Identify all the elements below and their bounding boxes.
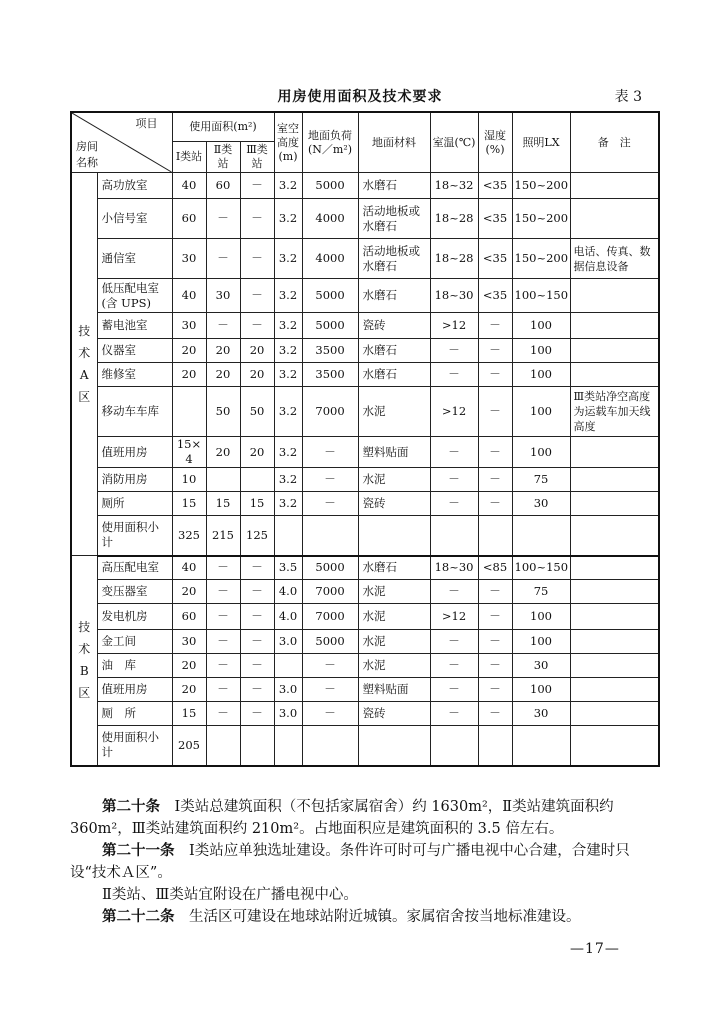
subtotal-class3: 125 (240, 516, 274, 556)
header-temp: 室温(℃) (430, 112, 478, 173)
room-temp: >12 (430, 313, 478, 339)
area-class3: － (240, 580, 274, 604)
remark (570, 437, 659, 468)
area-class1: 20 (172, 654, 206, 678)
room-name: 蓄电池室 (97, 313, 172, 339)
clear-height: 3.2 (274, 492, 302, 516)
floor-material: 水磨石 (358, 363, 430, 387)
floor-load: － (302, 678, 358, 702)
area-class2: 20 (206, 339, 240, 363)
remark (570, 580, 659, 604)
floor-material: 塑料贴面 (358, 437, 430, 468)
subtotal-empty (358, 516, 430, 556)
header-class3: Ⅲ类站 (240, 142, 274, 173)
subtotal-label: 使用面积小计 (97, 726, 172, 766)
area-class3: － (240, 313, 274, 339)
floor-material: 水磨石 (358, 339, 430, 363)
floor-material: 水泥 (358, 580, 430, 604)
area-class2: 20 (206, 363, 240, 387)
area-class2: － (206, 678, 240, 702)
illumination: 100 (512, 437, 570, 468)
area-class2: － (206, 630, 240, 654)
area-class2: － (206, 580, 240, 604)
table-row (71, 279, 659, 313)
illumination: 150~200 (512, 173, 570, 199)
clear-height: 3.2 (274, 199, 302, 239)
floor-load: 5000 (302, 279, 358, 313)
area-class3: － (240, 556, 274, 580)
room-temp: － (430, 580, 478, 604)
subtotal-empty (512, 516, 570, 556)
area-class1: 30 (172, 630, 206, 654)
clear-height: 3.0 (274, 678, 302, 702)
clear-height: 3.2 (274, 339, 302, 363)
room-temp: － (430, 468, 478, 492)
area-class3: － (240, 173, 274, 199)
floor-material: 活动地板或水磨石 (358, 239, 430, 279)
area-class2: － (206, 556, 240, 580)
area-class2: 20 (206, 437, 240, 468)
floor-load: － (302, 702, 358, 726)
table-row (71, 678, 659, 702)
table-row (71, 313, 659, 339)
room-name: 厕所 (97, 492, 172, 516)
table-row (71, 239, 659, 279)
area-class1: 40 (172, 556, 206, 580)
header-class1: Ⅰ类站 (172, 142, 206, 173)
floor-material: 水泥 (358, 630, 430, 654)
room-temp: >12 (430, 387, 478, 437)
clear-height: 3.2 (274, 387, 302, 437)
table-row (71, 339, 659, 363)
area-class1: 15 (172, 492, 206, 516)
remark (570, 702, 659, 726)
table-title: 用房使用面积及技术要求 (277, 89, 443, 105)
area-class2: － (206, 313, 240, 339)
area-class1: 15 (172, 702, 206, 726)
article-20 (70, 796, 660, 840)
subtotal-empty (478, 516, 512, 556)
table-row (71, 199, 659, 239)
illumination: 100~150 (512, 556, 570, 580)
article-21 (70, 840, 660, 884)
humidity: － (478, 580, 512, 604)
header-light: 照明LX (512, 112, 570, 173)
area-class1: 20 (172, 678, 206, 702)
area-class2 (206, 468, 240, 492)
clear-height: 3.2 (274, 279, 302, 313)
humidity: － (478, 363, 512, 387)
subtotal-empty (274, 516, 302, 556)
table-row (71, 363, 659, 387)
humidity: － (478, 313, 512, 339)
room-temp: － (430, 630, 478, 654)
header-item: 项目 (135, 117, 158, 130)
area-class2: － (206, 239, 240, 279)
room-temp: － (430, 702, 478, 726)
room-name: 高压配电室 (97, 556, 172, 580)
floor-material: 塑料贴面 (358, 678, 430, 702)
subtotal-class3 (240, 726, 274, 766)
table-number: 表 3 (614, 89, 642, 105)
floor-material: 水泥 (358, 654, 430, 678)
remark (570, 468, 659, 492)
room-temp: － (430, 678, 478, 702)
table-row (71, 604, 659, 630)
remark (570, 339, 659, 363)
floor-load: 7000 (302, 387, 358, 437)
clear-height: 3.5 (274, 556, 302, 580)
table-row (71, 437, 659, 468)
humidity: － (478, 630, 512, 654)
remark: 电话、传真、数据信息设备 (570, 239, 659, 279)
clear-height: 3.0 (274, 630, 302, 654)
room-name: 小信号室 (97, 199, 172, 239)
remark (570, 678, 659, 702)
area-class1: 10 (172, 468, 206, 492)
area-class3: － (240, 702, 274, 726)
subtotal-empty (274, 726, 302, 766)
floor-load: 4000 (302, 239, 358, 279)
article-21-text: Ⅰ类站应单独选址建设。条件许可时可与广播电视中心合建，合建时只设“技术Ａ区”。 (70, 843, 630, 881)
table-row (71, 580, 659, 604)
remark (570, 556, 659, 580)
area-class1: 30 (172, 313, 206, 339)
illumination: 100 (512, 313, 570, 339)
humidity: － (478, 702, 512, 726)
subtotal-empty (570, 516, 659, 556)
area-class1: 15× 4 (172, 437, 206, 468)
subtotal-empty (358, 726, 430, 766)
subtotal-empty (478, 726, 512, 766)
humidity: － (478, 468, 512, 492)
floor-material: 水泥 (358, 468, 430, 492)
article-21-label: 第二十一条 (102, 843, 175, 859)
room-temp: － (430, 492, 478, 516)
floor-load: 5000 (302, 313, 358, 339)
subtotal-class1: 205 (172, 726, 206, 766)
room-name: 值班用房 (97, 678, 172, 702)
illumination: 30 (512, 492, 570, 516)
page-number: —17— (570, 941, 620, 957)
humidity: <35 (478, 173, 512, 199)
remark (570, 363, 659, 387)
illumination: 150~200 (512, 239, 570, 279)
floor-load: 7000 (302, 580, 358, 604)
room-name: 消防用房 (97, 468, 172, 492)
area-class1: 20 (172, 339, 206, 363)
remark (570, 630, 659, 654)
floor-load: － (302, 468, 358, 492)
zone-label: 技术B区 (71, 556, 97, 766)
area-class2: － (206, 654, 240, 678)
header-room: 房间 (76, 140, 98, 153)
remark (570, 492, 659, 516)
humidity: － (478, 387, 512, 437)
humidity: － (478, 492, 512, 516)
illumination: 100 (512, 630, 570, 654)
room-name: 仪器室 (97, 339, 172, 363)
table-row (71, 556, 659, 580)
area-class2: － (206, 604, 240, 630)
illumination: 150~200 (512, 199, 570, 239)
clear-height: 3.2 (274, 363, 302, 387)
floor-material: 瓷砖 (358, 492, 430, 516)
humidity: － (478, 654, 512, 678)
area-class2: 60 (206, 173, 240, 199)
area-class3: 20 (240, 363, 274, 387)
room-name: 金工间 (97, 630, 172, 654)
room-area-table (70, 111, 660, 767)
humidity: <85 (478, 556, 512, 580)
room-temp: 18~28 (430, 199, 478, 239)
subtotal-empty (430, 516, 478, 556)
floor-load: － (302, 654, 358, 678)
illumination: 30 (512, 654, 570, 678)
table-caption (70, 86, 650, 108)
header-row (71, 112, 659, 142)
area-class3: 20 (240, 339, 274, 363)
room-name: 发电机房 (97, 604, 172, 630)
remark (570, 313, 659, 339)
floor-material: 水泥 (358, 604, 430, 630)
table-row (71, 654, 659, 678)
article-20-label: 第二十条 (102, 799, 160, 815)
room-temp: － (430, 437, 478, 468)
clear-height: 4.0 (274, 604, 302, 630)
area-class1: 20 (172, 363, 206, 387)
table-row (71, 630, 659, 654)
room-name: 厕 所 (97, 702, 172, 726)
header-height: 室空高度(m) (274, 112, 302, 173)
area-class2: － (206, 702, 240, 726)
area-class3: － (240, 678, 274, 702)
remark: Ⅲ类站净空高度为运载车加天线高度 (570, 387, 659, 437)
illumination: 100~150 (512, 279, 570, 313)
humidity: <35 (478, 239, 512, 279)
floor-load: 5000 (302, 556, 358, 580)
article-21-note: Ⅱ类站、Ⅲ类站宜附设在广播电视中心。 (102, 887, 358, 903)
area-class2: 30 (206, 279, 240, 313)
area-class3 (240, 468, 274, 492)
clear-height: 3.2 (274, 313, 302, 339)
room-name: 变压器室 (97, 580, 172, 604)
floor-material: 水磨石 (358, 279, 430, 313)
area-class2: － (206, 199, 240, 239)
area-class3: － (240, 279, 274, 313)
illumination: 100 (512, 678, 570, 702)
area-class3: 20 (240, 437, 274, 468)
floor-material: 瓷砖 (358, 313, 430, 339)
room-temp: >12 (430, 604, 478, 630)
clear-height (274, 654, 302, 678)
header-class2: Ⅱ类站 (206, 142, 240, 173)
area-class1 (172, 387, 206, 437)
article-22-text: 生活区可建设在地球站附近城镇。家属宿舍按当地标准建设。 (189, 909, 581, 925)
table-row (71, 468, 659, 492)
room-name: 低压配电室(含 UPS) (97, 279, 172, 313)
illumination: 100 (512, 604, 570, 630)
illumination: 75 (512, 580, 570, 604)
clear-height: 3.2 (274, 239, 302, 279)
header-load: 地面负荷(N／m²) (302, 112, 358, 173)
table-body (71, 112, 659, 766)
illumination: 100 (512, 387, 570, 437)
floor-load: － (302, 492, 358, 516)
area-class3: － (240, 239, 274, 279)
area-class3: － (240, 199, 274, 239)
room-temp: 18~32 (430, 173, 478, 199)
room-temp: 18~30 (430, 279, 478, 313)
illumination: 75 (512, 468, 570, 492)
article-20-text: Ⅰ类站总建筑面积（不包括家属宿舍）约 1630m²，Ⅱ类站建筑面积约 360m²，Ⅲ类站建筑面积约 210m²。占地面积应是建筑面积的 3.5 倍左右。 (70, 799, 614, 837)
remark (570, 604, 659, 630)
header-room-name (76, 139, 98, 171)
header-name: 名称 (76, 156, 98, 169)
floor-load: 3500 (302, 363, 358, 387)
floor-load: 5000 (302, 630, 358, 654)
subtotal-class2 (206, 726, 240, 766)
room-name: 值班用房 (97, 437, 172, 468)
clear-height: 3.2 (274, 468, 302, 492)
subtotal-empty (302, 726, 358, 766)
area-class1: 40 (172, 173, 206, 199)
subtotal-class1: 325 (172, 516, 206, 556)
floor-material: 水磨石 (358, 556, 430, 580)
area-class3: 50 (240, 387, 274, 437)
floor-material: 水泥 (358, 387, 430, 437)
room-temp: － (430, 339, 478, 363)
clear-height: 4.0 (274, 580, 302, 604)
illumination: 100 (512, 363, 570, 387)
table-row (71, 702, 659, 726)
clear-height: 3.2 (274, 173, 302, 199)
floor-load: 4000 (302, 199, 358, 239)
room-name: 油 库 (97, 654, 172, 678)
room-temp: 18~28 (430, 239, 478, 279)
header-note: 备 注 (570, 112, 659, 173)
header-material: 地面材料 (358, 112, 430, 173)
remark (570, 279, 659, 313)
header-corner (71, 112, 172, 173)
clear-height: 3.2 (274, 437, 302, 468)
floor-material: 水磨石 (358, 173, 430, 199)
floor-material: 瓷砖 (358, 702, 430, 726)
humidity: － (478, 339, 512, 363)
floor-load: 3500 (302, 339, 358, 363)
subtotal-empty (302, 516, 358, 556)
remark (570, 654, 659, 678)
room-temp: － (430, 363, 478, 387)
floor-load: 7000 (302, 604, 358, 630)
area-class3: － (240, 654, 274, 678)
subtotal-row (71, 516, 659, 556)
table-row (71, 387, 659, 437)
room-name: 高功放室 (97, 173, 172, 199)
table-row (71, 173, 659, 199)
illumination: 30 (512, 702, 570, 726)
area-class3: － (240, 630, 274, 654)
room-temp: 18~30 (430, 556, 478, 580)
subtotal-class2: 215 (206, 516, 240, 556)
area-class2: 15 (206, 492, 240, 516)
subtotal-empty (570, 726, 659, 766)
remark (570, 199, 659, 239)
floor-load: 5000 (302, 173, 358, 199)
remark (570, 173, 659, 199)
illumination: 100 (512, 339, 570, 363)
area-class3: 15 (240, 492, 274, 516)
humidity: <35 (478, 199, 512, 239)
area-class1: 60 (172, 604, 206, 630)
header-area: 使用面积(m²) (172, 112, 274, 142)
room-temp: － (430, 654, 478, 678)
humidity: － (478, 437, 512, 468)
room-name: 移动车车库 (97, 387, 172, 437)
subtotal-empty (430, 726, 478, 766)
humidity: <35 (478, 279, 512, 313)
body-text (70, 796, 660, 928)
article-22-label: 第二十二条 (102, 909, 175, 925)
humidity: － (478, 604, 512, 630)
area-class1: 60 (172, 199, 206, 239)
table-row (71, 492, 659, 516)
floor-load: － (302, 437, 358, 468)
humidity: － (478, 678, 512, 702)
room-name: 通信室 (97, 239, 172, 279)
article-22 (70, 906, 660, 928)
floor-material: 活动地板或水磨石 (358, 199, 430, 239)
area-class1: 30 (172, 239, 206, 279)
subtotal-row (71, 726, 659, 766)
area-class1: 20 (172, 580, 206, 604)
zone-label: 技术A区 (71, 173, 97, 556)
room-name: 维修室 (97, 363, 172, 387)
area-class2: 50 (206, 387, 240, 437)
clear-height: 3.0 (274, 702, 302, 726)
subtotal-label: 使用面积小计 (97, 516, 172, 556)
area-class3: － (240, 604, 274, 630)
area-class1: 40 (172, 279, 206, 313)
subtotal-empty (512, 726, 570, 766)
header-humidity: 湿度(%) (478, 112, 512, 173)
